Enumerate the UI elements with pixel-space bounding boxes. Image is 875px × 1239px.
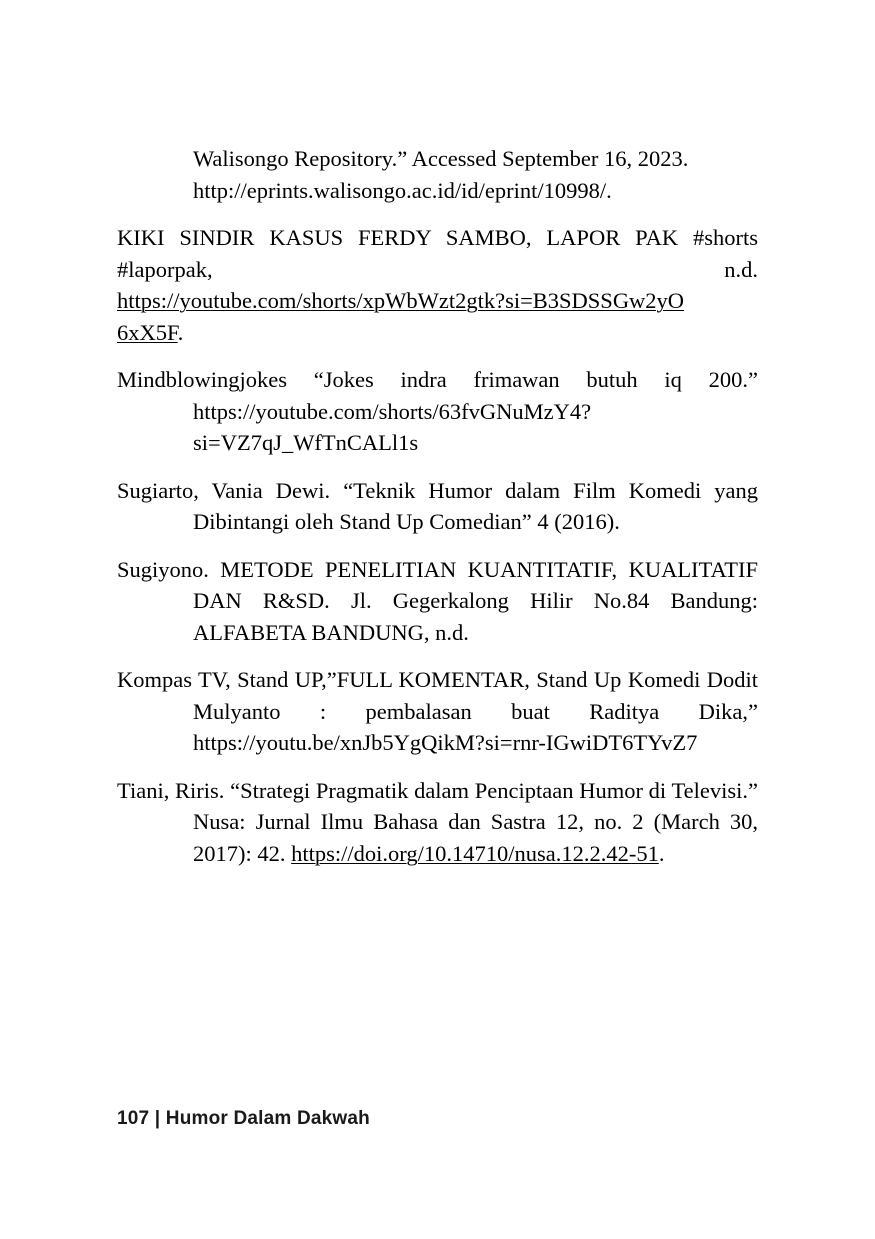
entry-line-text: Walisongo Repository.” Accessed September 16, 2023. (193, 146, 689, 171)
entry-doi-url[interactable]: https://doi.org/10.14710/nusa.12.2.42-51 (291, 840, 659, 866)
entry-volume-issue: 12, no. 2 (555, 809, 644, 834)
entry-title: ”FULL KOMENTAR, Stand Up Komedi Dodit Mulyanto : pembalasan buat Raditya Dika,” (193, 667, 758, 724)
bibliography-entry-tiani-riris (117, 775, 758, 870)
entry-title: METODE PENELITIAN KUANTITATIF, KUALITATIF DAN R&SD. (193, 556, 758, 613)
entry-title: “Jokes indra frimawan butuh iq 200.” (313, 367, 759, 392)
page-footer (117, 1108, 370, 1130)
entry-author: Sugiyono. (117, 556, 209, 582)
entry-publisher: Jl. Gegerkalong Hilir No.84 Bandung: ALFABETA BANDUNG, n.d. (193, 588, 758, 645)
bibliography-entry-kompas-tv (117, 664, 758, 759)
entry-author: Tiani, Riris. (117, 777, 225, 803)
entry-title: “Teknik Humor dalam Film Komedi yang Dibintangi oleh Stand Up Comedian” (193, 477, 758, 534)
entry-title: KIKI SINDIR KASUS FERDY SAMBO, LAPOR PAK #shorts #laporpak, (117, 225, 758, 282)
page-footer-text: 107 | Humor Dalam Dakwah (117, 1108, 370, 1129)
entry-date: n.d. (724, 256, 758, 282)
entry-journal: Nusa: Jurnal Ilmu Bahasa dan Sastra (193, 809, 546, 834)
bibliography-entry-walisongo-repository (117, 143, 758, 206)
bibliography-entry-sugiarto-vania-dewi (117, 475, 758, 538)
bibliography-entry-sugiyono (117, 554, 758, 649)
bibliography-entry-mindblowingjokes (117, 364, 758, 459)
entry-url-line2[interactable]: 6xX5F (117, 319, 178, 345)
entry-date: (March 30, 2017): (193, 809, 759, 866)
entry-url[interactable]: https://youtu.be/xnJb5YgQikM?si=rnr-IGwiDT6TYvZ7 (193, 730, 698, 755)
entry-author: Mindblowingjokes (117, 367, 288, 392)
entry-volume-year: 4 (2016). (537, 509, 620, 534)
entry-author: Sugiarto, Vania Dewi. (117, 477, 331, 503)
entry-period: . (177, 319, 184, 345)
bibliography-list (117, 143, 758, 869)
entry-url-line1[interactable]: https://youtube.com/shorts/xpWbWzt2gtk?si=B3SDSSGw2yO (117, 288, 685, 313)
bibliography-entry-kiki-sindir-kasus-ferdy-sambo (117, 222, 758, 348)
entry-period: . (658, 840, 665, 866)
entry-url[interactable]: https://youtube.com/shorts/63fvGNuMzY4?si=VZ7qJ_WfTnCALl1s (193, 398, 592, 455)
entry-title: “Strategi Pragmatik dalam Penciptaan Humor di Televisi.” (230, 777, 759, 803)
entry-url[interactable]: http://eprints.walisongo.ac.id/id/eprint/10998/. (193, 177, 612, 203)
entry-pages: 42. (257, 840, 286, 866)
entry-author: Kompas TV, Stand UP, (117, 667, 327, 692)
